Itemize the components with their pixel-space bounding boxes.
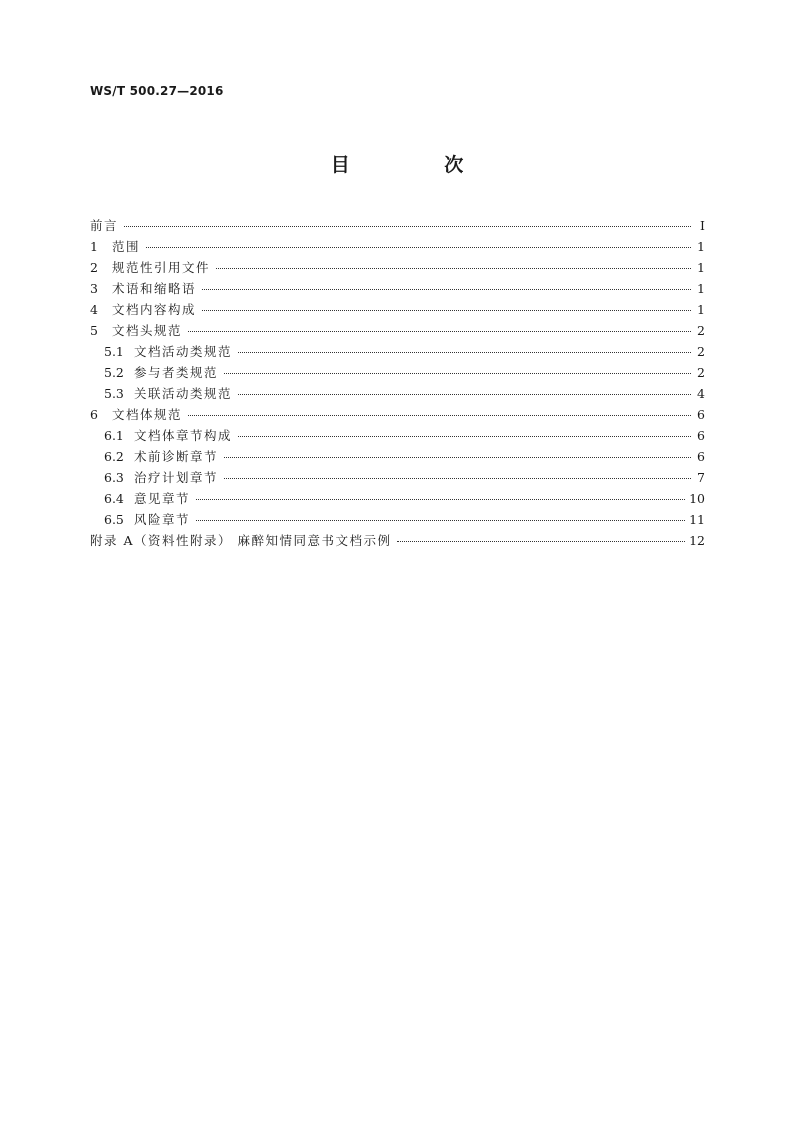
toc-entry-number: 3 (90, 281, 98, 296)
toc-leader-dots (202, 289, 691, 290)
toc-entry-page: 12 (689, 533, 705, 548)
toc-entry-page: 1 (697, 260, 705, 275)
toc-title: 目 次 (330, 154, 508, 176)
toc-subentry[interactable] (90, 488, 705, 509)
toc-subentry[interactable] (90, 383, 705, 404)
toc-entry-page: I (700, 218, 705, 233)
toc-leader-dots (196, 520, 685, 521)
toc-entry[interactable] (90, 215, 705, 236)
toc-entry-label: 风险章节 (134, 512, 191, 527)
toc-entry-page: 11 (689, 512, 705, 527)
toc-entry-label: 术前诊断章节 (134, 449, 219, 464)
toc-entry-label: 文档头规范 (112, 323, 183, 338)
toc-entry-number: 1 (90, 239, 98, 254)
toc-leader-dots (202, 310, 691, 311)
toc-leader-dots (224, 373, 691, 374)
toc-entry[interactable] (90, 530, 705, 551)
toc-leader-dots (397, 541, 685, 542)
toc-leader-dots (224, 478, 691, 479)
toc-entry-label: 文档体章节构成 (134, 428, 233, 443)
toc-entry-label: 文档活动类规范 (134, 344, 233, 359)
toc-entry-number: 6.4 (104, 491, 124, 506)
toc-entry-number: 5.1 (104, 344, 124, 359)
toc-leader-dots (238, 394, 691, 395)
toc-leader-dots (146, 247, 691, 248)
table-of-contents (90, 215, 705, 551)
toc-leader-dots (238, 352, 691, 353)
toc-entry[interactable] (90, 236, 705, 257)
toc-entry-number: 4 (90, 302, 98, 317)
toc-leader-dots (188, 331, 691, 332)
toc-entry[interactable] (90, 299, 705, 320)
toc-entry-label: 规范性引用文件 (112, 260, 211, 275)
toc-entry-number: 6.2 (104, 449, 124, 464)
toc-entry[interactable] (90, 257, 705, 278)
toc-leader-dots (224, 457, 691, 458)
toc-entry-number: 5.3 (104, 386, 124, 401)
toc-entry-label: 文档体规范 (112, 407, 183, 422)
toc-entry-page: 2 (697, 344, 705, 359)
toc-subentry[interactable] (90, 425, 705, 446)
toc-entry-page: 1 (697, 281, 705, 296)
toc-entry-page: 2 (697, 323, 705, 338)
toc-entry-page: 10 (689, 491, 705, 506)
toc-entry-label: 关联活动类规范 (134, 386, 233, 401)
toc-entry[interactable] (90, 320, 705, 341)
toc-entry-label: 文档内容构成 (112, 302, 197, 317)
toc-entry[interactable] (90, 404, 705, 425)
toc-entry-number: 6 (90, 407, 98, 422)
toc-entry-label: 参与者类规范 (134, 365, 219, 380)
toc-entry-number: 6.3 (104, 470, 124, 485)
toc-entry-page: 4 (697, 386, 705, 401)
toc-entry-number: 6.1 (104, 428, 124, 443)
toc-leader-dots (238, 436, 691, 437)
toc-subentry[interactable] (90, 446, 705, 467)
toc-entry-page: 1 (697, 302, 705, 317)
toc-entry-number: 5.2 (104, 365, 124, 380)
toc-entry-page: 6 (697, 449, 705, 464)
toc-entry[interactable] (90, 278, 705, 299)
toc-entry-number: 6.5 (104, 512, 124, 527)
toc-leader-dots (196, 499, 685, 500)
toc-entry-label: 术语和缩略语 (112, 281, 197, 296)
document-code: WS/T 500.27—2016 (90, 84, 224, 98)
toc-entry-label: 前言 (90, 218, 119, 233)
toc-subentry[interactable] (90, 509, 705, 530)
toc-entry-page: 6 (697, 428, 705, 443)
toc-entry-number: 5 (90, 323, 98, 338)
toc-entry-label: 意见章节 (134, 491, 191, 506)
toc-leader-dots (188, 415, 691, 416)
toc-subentry[interactable] (90, 362, 705, 383)
toc-entry-page: 2 (697, 365, 705, 380)
toc-entry-label: 治疗计划章节 (134, 470, 219, 485)
toc-entry-label: 范围 (112, 239, 141, 254)
toc-entry-page: 6 (697, 407, 705, 422)
toc-entry-page: 7 (697, 470, 705, 485)
toc-leader-dots (216, 268, 691, 269)
toc-entry-label: 附录 A（资料性附录） 麻醉知情同意书文档示例 (90, 533, 392, 548)
toc-leader-dots (124, 226, 691, 227)
toc-subentry[interactable] (90, 467, 705, 488)
toc-subentry[interactable] (90, 341, 705, 362)
toc-entry-number: 2 (90, 260, 98, 275)
toc-entry-page: 1 (697, 239, 705, 254)
